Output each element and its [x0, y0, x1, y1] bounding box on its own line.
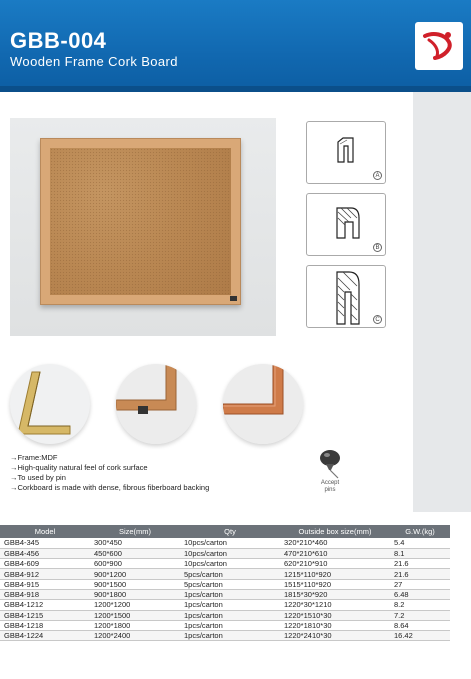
table-row: GBB4-912 900*1200 5pcs/carton 1215*110*920 21.6	[0, 569, 450, 579]
side-band	[413, 92, 471, 512]
cork-board-image	[40, 138, 241, 305]
profile-badge-b: B	[373, 243, 382, 252]
board-label-tag	[230, 296, 237, 301]
table-row: GBB4-456 450*600 10pcs/carton 470*210*610 8.1	[0, 548, 450, 558]
col-header-box-size: Outside box size(mm)	[280, 525, 390, 538]
spec-table-header	[0, 525, 450, 538]
spec-table	[0, 525, 450, 641]
col-header-size: Size(mm)	[90, 525, 180, 538]
profile-drawing-b	[306, 193, 386, 256]
feature-item: →Corkboard is made with dense, fibrous fiberboard backing	[10, 483, 210, 492]
page-subtitle: Wooden Frame Cork Board	[10, 54, 178, 69]
page-title: GBB-004	[10, 28, 107, 53]
feature-item: →Frame:MDF	[10, 453, 58, 462]
table-row: GBB4-1224 1200*2400 1pcs/carton 1220*2410*30 16.42	[0, 631, 450, 641]
pin-caption: Accept pins	[320, 480, 340, 493]
brand-logo-icon	[415, 22, 463, 70]
corner-closeup-3	[223, 364, 303, 444]
table-row: GBB4-915 900*1500 5pcs/carton 1515*110*920 27	[0, 579, 450, 589]
feature-item: →To used by pin	[10, 473, 66, 482]
table-row: GBB4-345 300*450 10pcs/carton 320*210*460 5.4	[0, 538, 450, 548]
col-header-weight: G.W.(kg)	[390, 525, 450, 538]
profile-badge-a: A	[373, 171, 382, 180]
table-row: GBB4-609 600*900 10pcs/carton 620*210*910 21.6	[0, 559, 450, 569]
profile-drawing-a	[306, 121, 386, 184]
corner-closeup-1	[10, 364, 90, 444]
header-banner	[0, 0, 471, 92]
table-row: GBB4-1212 1200*1200 1pcs/carton 1220*30*1210 8.2	[0, 600, 450, 610]
corner-closeup-2	[116, 364, 196, 444]
feature-item: →High-quality natural feel of cork surface	[10, 463, 148, 472]
feature-list	[10, 453, 209, 493]
table-row: GBB4-1218 1200*1800 1pcs/carton 1220*1810*30 8.64	[0, 620, 450, 630]
table-row: GBB4-1215 1200*1500 1pcs/carton 1220*1510*30 7.2	[0, 610, 450, 620]
col-header-qty: Qty	[180, 525, 280, 538]
brand-logo	[415, 22, 463, 70]
table-row: GBB4-918 900*1800 1pcs/carton 1815*30*920 6.48	[0, 589, 450, 599]
profile-badge-c: C	[373, 315, 382, 324]
product-photo	[10, 118, 276, 336]
profile-drawing-c	[306, 265, 386, 328]
header-stripe	[0, 86, 471, 92]
cork-surface	[50, 148, 231, 295]
col-header-model: Model	[0, 525, 90, 538]
